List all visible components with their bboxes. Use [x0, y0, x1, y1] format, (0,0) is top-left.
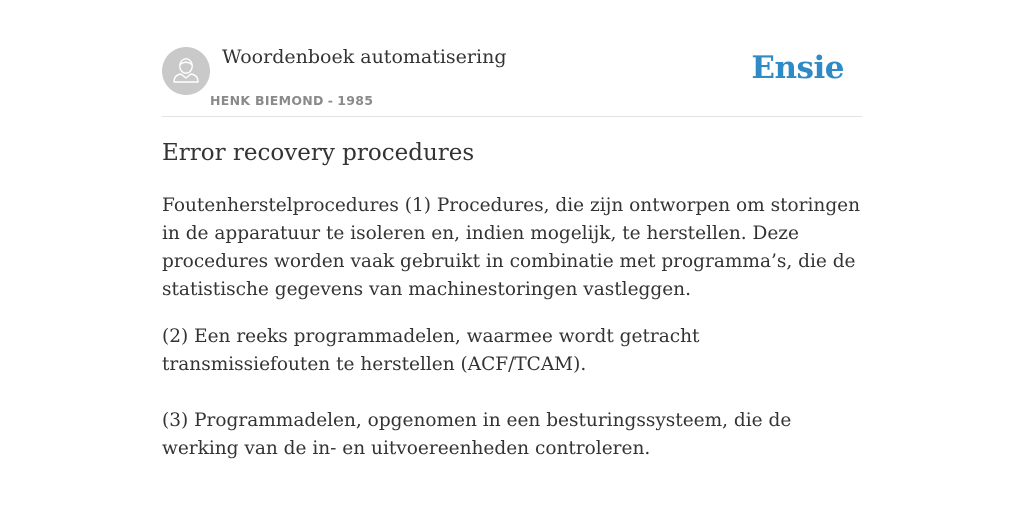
page-header: [162, 0, 862, 117]
entry-paragraph-2: (2) Een reeks programmadelen, waarmee wordt getracht transmissiefouten te herstellen (ACF/TCAM).: [162, 326, 700, 375]
entry-paragraph-3: (3) Programmadelen, opgenomen in een besturingssysteem, die de werking van de in- en uitvoereenheden controleren.: [162, 410, 792, 459]
user-icon: [162, 47, 210, 95]
byline-separator: -: [327, 93, 334, 108]
book-title[interactable]: Woordenboek automatisering: [222, 46, 507, 68]
entry-title: Error recovery procedures: [162, 140, 475, 166]
entry-paragraph-1: Foutenherstelprocedures (1) Procedures, die zijn ontworpen om storingen in de apparatuur te isoleren en, indien mogelijk, te herstellen. Deze procedures worden vaak gebruikt in combinatie met programma’s, die de statistische gegevens van machinestoringen vastleggen.: [162, 195, 861, 300]
page-container: [162, 0, 862, 459]
ensie-logo[interactable]: Ensie: [751, 50, 844, 86]
author-name[interactable]: HENK BIEMOND: [210, 93, 324, 108]
publication-year: 1985: [337, 93, 374, 108]
author-avatar[interactable]: [162, 47, 210, 95]
byline: [210, 93, 373, 108]
